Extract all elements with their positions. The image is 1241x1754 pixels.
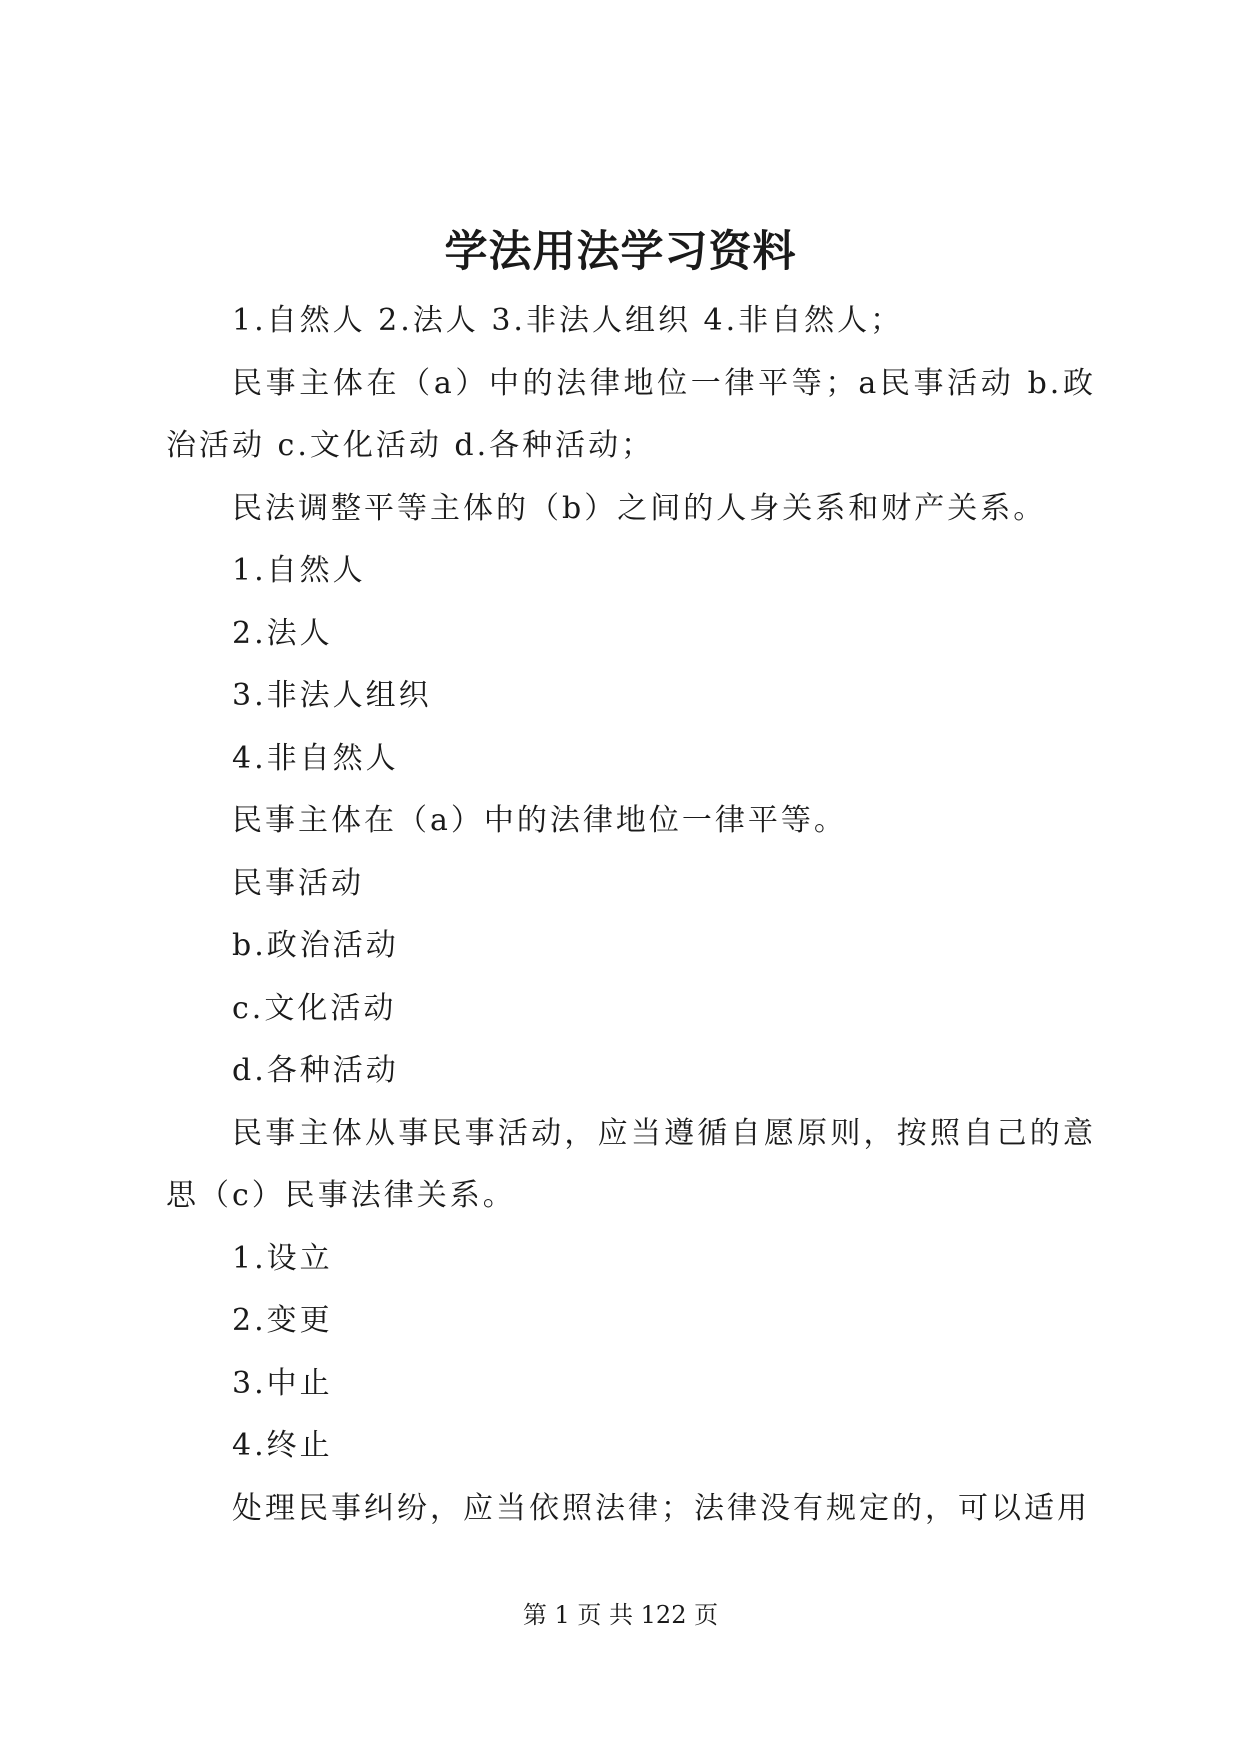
list-item: 1.自然人 [232, 553, 366, 588]
list-item: 4.终止 [232, 1428, 333, 1463]
list-item: 民事活动 [232, 865, 364, 901]
list-item: c.文化活动 [232, 990, 397, 1026]
page-footer: 第 1 页 共 122 页 [522, 1601, 719, 1629]
paragraph: 民法调整平等主体的（b）之间的人身关系和财产关系。 [232, 490, 1047, 526]
paragraph: 处理民事纠纷，应当依照法律；法律没有规定的，可以适用 [232, 1490, 1090, 1526]
list-item: d.各种活动 [232, 1053, 399, 1088]
list-item: 2.法人 [232, 615, 333, 651]
list-item: 4.非自然人 [232, 740, 399, 776]
list-item: 1.设立 [232, 1240, 333, 1276]
list-item: 2.变更 [232, 1303, 333, 1338]
list-item: 3.中止 [232, 1365, 333, 1401]
list-item: b.政治活动 [232, 928, 399, 963]
paragraph: 1.自然人 2.法人 3.非法人组织 4.非自然人； [232, 303, 904, 338]
paragraph: 民事主体从事民事活动，应当遵循自愿原则，按照自己的意思（c）民事法律关系。 [166, 1115, 1096, 1213]
document-body [166, 290, 1096, 1540]
paragraph: 民事主体在（a）中的法律地位一律平等。 [232, 803, 847, 838]
document-title: 学法用法学习资料 [444, 227, 797, 277]
list-item: 3.非法人组织 [232, 678, 432, 713]
paragraph: 民事主体在（a）中的法律地位一律平等；a民事活动 b.政治活动 c.文化活动 d.各种活动； [166, 365, 1096, 463]
